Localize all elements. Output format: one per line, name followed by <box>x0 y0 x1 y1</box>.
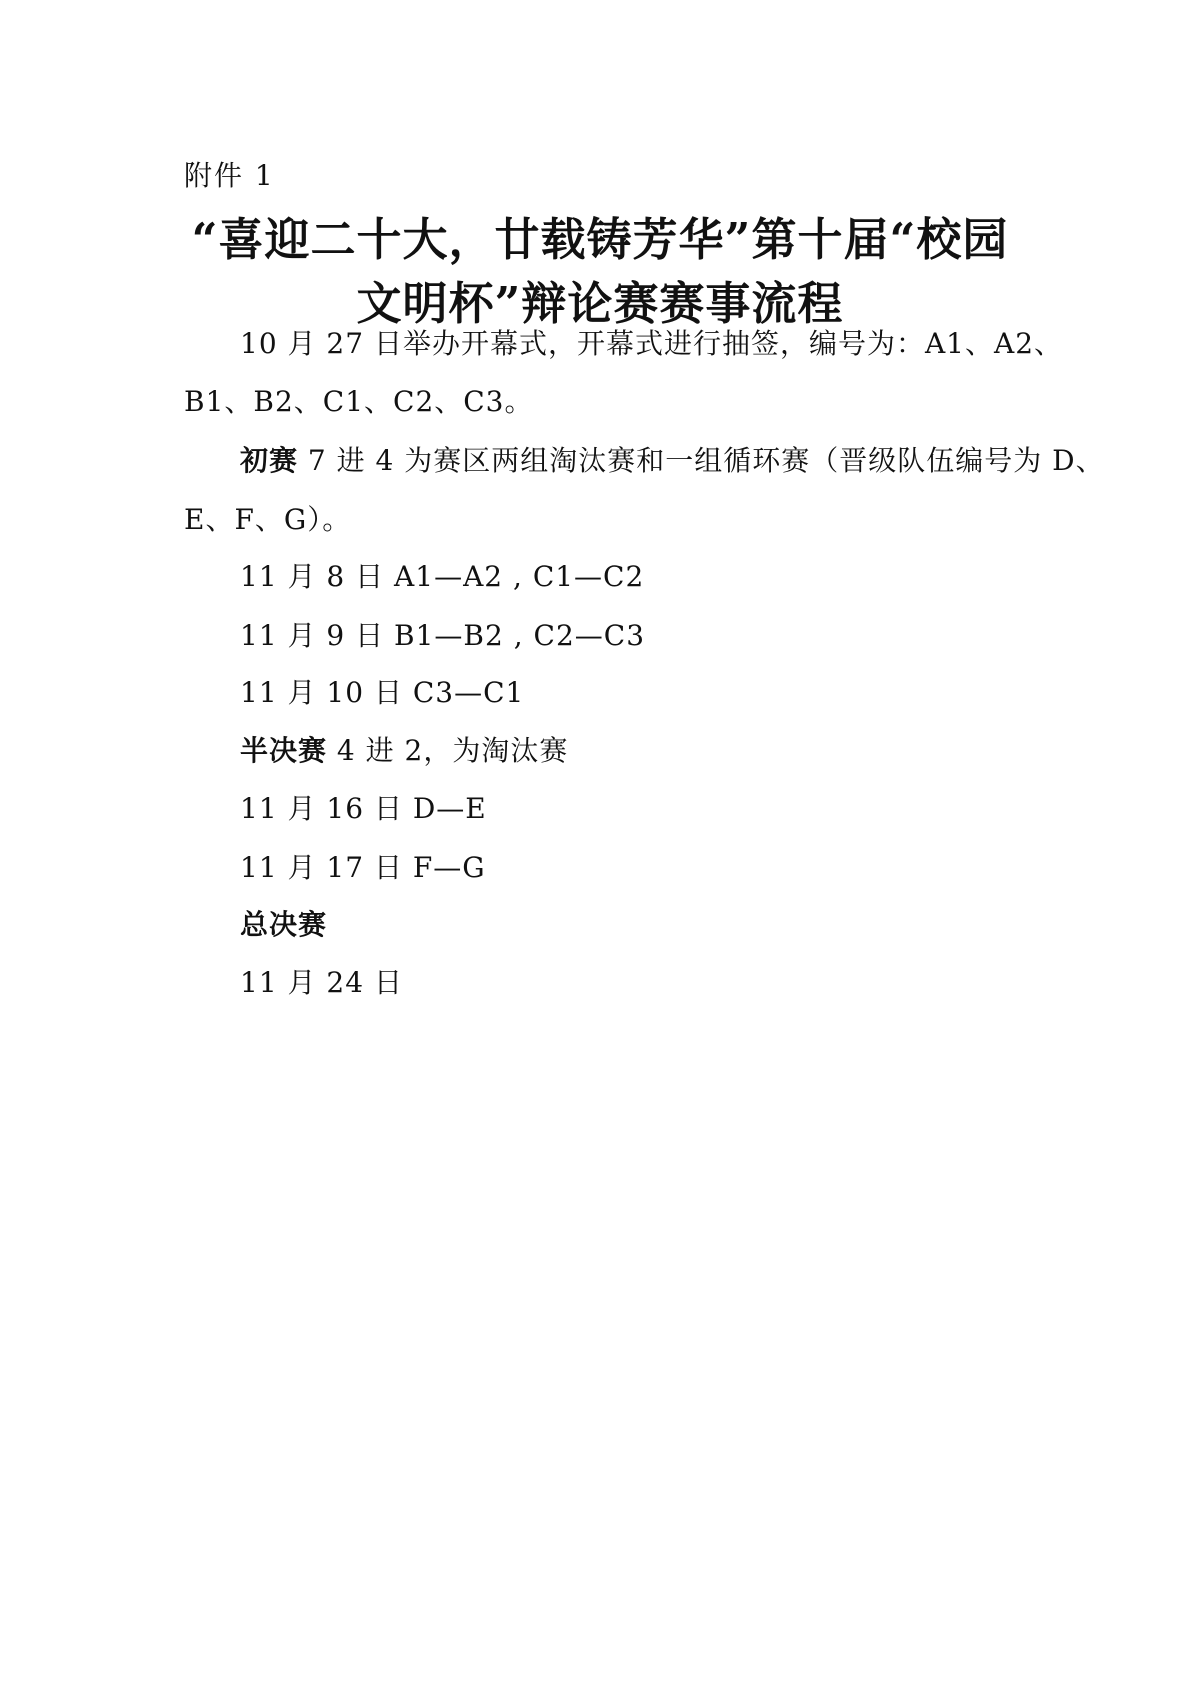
attachment-label: 附件 1 <box>184 159 275 192</box>
document-title-line-2: 文明杯”辩论赛赛事流程 <box>356 277 844 330</box>
prelim-match-3: 11 月 10 日 C3—C1 <box>240 676 525 709</box>
prelim-match-2: 11 月 9 日 B1—B2 , C2—C3 <box>240 619 646 652</box>
semifinal-match-1: 11 月 16 日 D—E <box>240 792 487 825</box>
final-heading: 总决赛 <box>240 908 328 941</box>
document-title-line-1: “喜迎二十大，廿载铸芳华”第十届“校园 <box>191 213 1009 266</box>
prelim-description: 7 进 4 为赛区两组淘汰赛和一组循环赛（晋级队伍编号为 D、 <box>298 444 1105 477</box>
prelim-heading: 初赛 <box>240 444 299 477</box>
final-date: 11 月 24 日 <box>240 966 403 999</box>
opening-paragraph-line-2: B1、B2、C1、C2、C3。 <box>184 385 534 418</box>
semifinal-heading: 半决赛 <box>240 734 328 767</box>
opening-paragraph-line-1: 10 月 27 日举办开幕式，开幕式进行抽签，编号为：A1、A2、 <box>240 327 1064 360</box>
semifinal-description: 4 进 2，为淘汰赛 <box>327 734 569 767</box>
semifinal-match-2: 11 月 17 日 F—G <box>240 851 486 884</box>
prelim-paragraph-line-2: E、F、G）。 <box>184 503 352 536</box>
semifinal-paragraph <box>240 731 568 771</box>
prelim-match-1: 11 月 8 日 A1—A2 , C1—C2 <box>240 560 645 593</box>
prelim-paragraph-line-1 <box>240 441 1105 481</box>
